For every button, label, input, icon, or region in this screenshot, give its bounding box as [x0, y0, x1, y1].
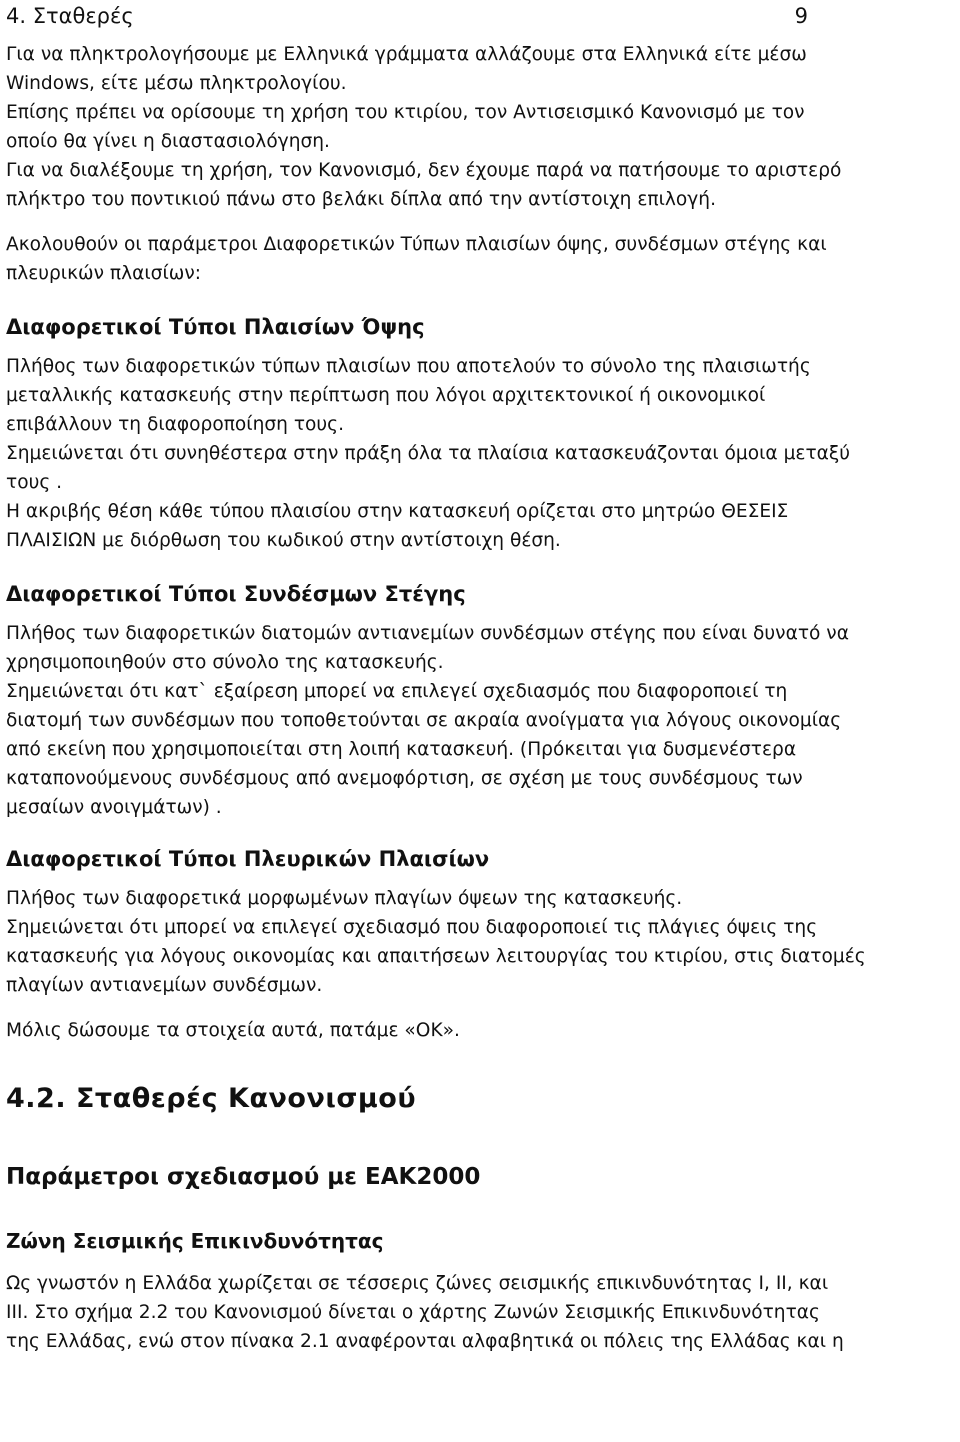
text-line: Σημειώνεται ότι συνηθέστερα στην πράξη όλα τα πλαίσια κατασκευάζονται όμοια μεταξύ — [6, 443, 851, 464]
text-line: πλευρικών πλαισίων: — [6, 263, 201, 284]
text-line: III. Στο σχήμα 2.2 του Κανονισμού δίνεται ο χάρτης Ζωνών Σεισμικής Επικινδυνότητας — [6, 1302, 820, 1323]
roof-bracing-paragraph — [6, 619, 954, 822]
closing-instruction: Μόλις δώσουμε τα στοιχεία αυτά, πατάμε «ΟΚ». — [6, 1020, 460, 1041]
frame-types-paragraph — [6, 352, 954, 555]
heading-design-parameters: Παράμετροι σχεδιασμού με ΕΑΚ2000 — [6, 1164, 481, 1190]
text-line: τους . — [6, 472, 63, 493]
text-line: πλαγίων αντιανεμίων συνδέσμων. — [6, 975, 323, 996]
seismic-zone-paragraph — [6, 1269, 954, 1356]
chapter-title: 4. Σταθερές — [6, 4, 134, 28]
intro-paragraph — [6, 40, 954, 214]
heading-side-frame-types: Διαφορετικοί Τύποι Πλευρικών Πλαισίων — [6, 847, 490, 871]
text-line: της Ελλάδας, ενώ στον πίνακα 2.1 αναφέρονται αλφαβητικά οι πόλεις της Ελλάδας και η — [6, 1331, 844, 1352]
text-line: διατομή των συνδέσμων που τοποθετούνται σε ακραία ανοίγματα για λόγους οικονομίας — [6, 710, 842, 731]
section-heading-4-2: 4.2. Σταθερές Κανονισμού — [6, 1083, 417, 1114]
side-frames-paragraph — [6, 884, 954, 1000]
text-line: καταπονούμενους συνδέσμους από ανεμοφόρτιση, σε σχέση με τους συνδέσμους των — [6, 768, 803, 789]
text-line: Σημειώνεται ότι μπορεί να επιλεγεί σχεδιασμό που διαφοροποιεί τις πλάγιες όψεις της — [6, 917, 818, 938]
text-line: επιβάλλουν τη διαφοροποίηση τους. — [6, 414, 345, 435]
page-number: 9 — [794, 4, 808, 28]
heading-seismic-zone: Ζώνη Σεισμικής Επικινδυνότητας — [6, 1229, 384, 1253]
text-line: Windows, είτε μέσω πληκτρολογίου. — [6, 73, 347, 94]
text-line: Σημειώνεται ότι κατ` εξαίρεση μπορεί να επιλεγεί σχεδιασμός που διαφοροποιεί τη — [6, 681, 788, 702]
text-line: ΠΛΑΙΣΙΩΝ με διόρθωση του κωδικού στην αντίστοιχη θέση. — [6, 530, 561, 551]
heading-roof-bracing-types: Διαφορετικοί Τύποι Συνδέσμων Στέγης — [6, 582, 466, 606]
text-line: μεταλλικής κατασκευής στην περίπτωση που λόγοι αρχιτεκτονικοί ή οικονομικοί — [6, 385, 766, 406]
params-intro-paragraph — [6, 230, 954, 288]
text-line: χρησιμοποιηθούν στο σύνολο της κατασκευής. — [6, 652, 444, 673]
page-header — [6, 0, 954, 40]
text-line: Πλήθος των διαφορετικών διατομών αντιανεμίων συνδέσμων στέγης που είναι δυνατό να — [6, 623, 849, 644]
text-line: Για να διαλέξουμε τη χρήση, τον Κανονισμό, δεν έχουμε παρά να πατήσουμε το αριστερό — [6, 160, 842, 181]
text-line: από εκείνη που χρησιμοποιείται στη λοιπή κατασκευή. (Πρόκειται για δυσμενέστερα — [6, 739, 797, 760]
heading-frame-types: Διαφορετικοί Τύποι Πλαισίων Όψης — [6, 315, 425, 339]
text-line: Η ακριβής θέση κάθε τύπου πλαισίου στην κατασκευή ορίζεται στο μητρώο ΘΕΣΕΙΣ — [6, 501, 789, 522]
text-line: Για να πληκτρολογήσουμε με Ελληνικά γράμματα αλλάζουμε στα Ελληνικά είτε μέσω — [6, 44, 807, 65]
text-line: Πλήθος των διαφορετικά μορφωμένων πλαγίων όψεων της κατασκευής. — [6, 888, 683, 909]
text-line: πλήκτρο του ποντικιού πάνω στο βελάκι δίπλα από την αντίστοιχη επιλογή. — [6, 189, 716, 210]
text-line: Ακολουθούν οι παράμετροι Διαφορετικών Τύπων πλαισίων όψης, συνδέσμων στέγης και — [6, 234, 827, 255]
text-line: οποίο θα γίνει η διαστασιολόγηση. — [6, 131, 330, 152]
document-page — [6, 0, 954, 1356]
text-line: Ως γνωστόν η Ελλάδα χωρίζεται σε τέσσερις ζώνες σεισμικής επικινδυνότητας I, II, και — [6, 1273, 829, 1294]
text-line: μεσαίων ανοιγμάτων) . — [6, 797, 222, 818]
text-line: κατασκευής για λόγους οικονομίας και απαιτήσεων λειτουργίας του κτιρίου, στις διατομές — [6, 946, 866, 967]
text-line: Πλήθος των διαφορετικών τύπων πλαισίων που αποτελούν το σύνολο της πλαισιωτής — [6, 356, 811, 377]
text-line: Επίσης πρέπει να ορίσουμε τη χρήση του κτιρίου, τον Αντισεισμικό Κανονισμό με τον — [6, 102, 805, 123]
